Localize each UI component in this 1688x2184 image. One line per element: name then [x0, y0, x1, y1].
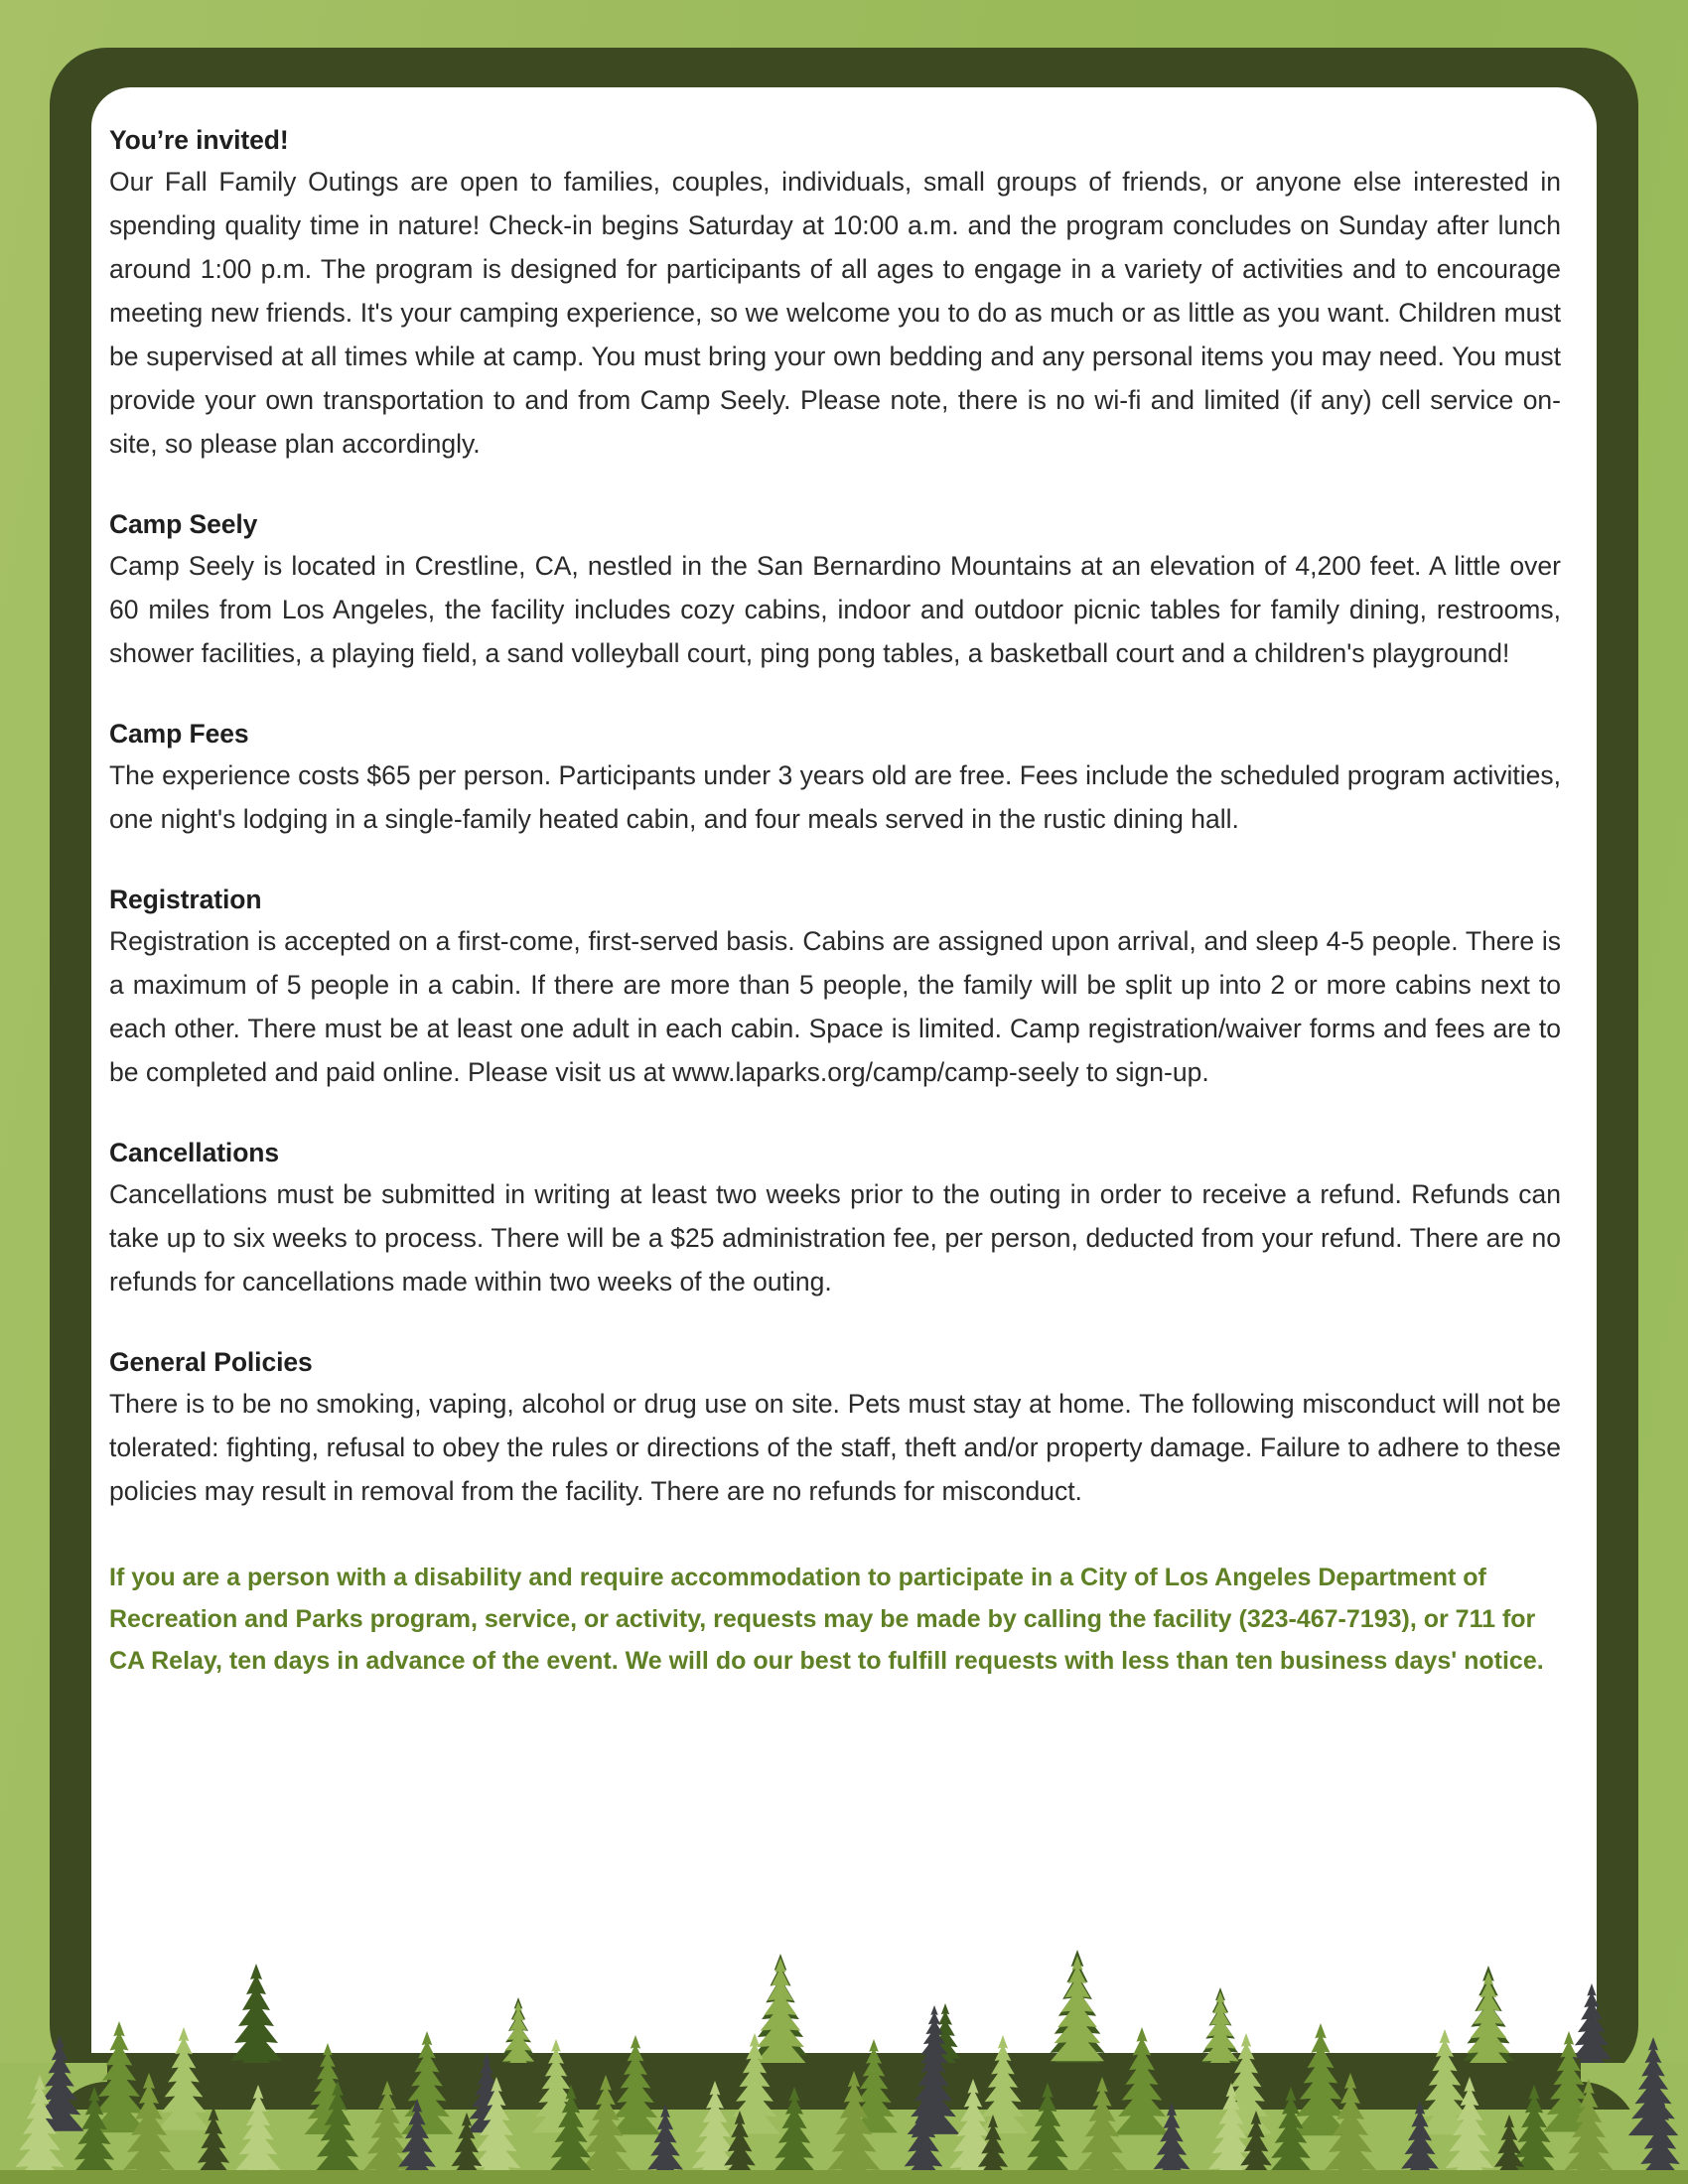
section-youre-invited	[109, 125, 1561, 466]
section-heading-youre-invited: You’re invited!	[109, 125, 289, 155]
content-card	[91, 87, 1597, 2053]
tree-row-front-darkest	[187, 2107, 1534, 2184]
section-general-policies	[109, 1347, 1561, 1513]
section-heading-cancellations: Cancellations	[109, 1138, 280, 1167]
section-text-camp-fees: The experience costs $65 per person. Participants under 3 years old are free. Fees include the scheduled program activities, one night's lodging in a single-family heated cabin, and four meals served in the rustic dining hall.	[109, 760, 1561, 834]
tree-row-front-lightest	[11, 2075, 1497, 2184]
section-text-general-policies: There is to be no smoking, vaping, alcohol or drug use on site. Pets must stay at home. The following misconduct will not be tolerated: fighting, refusal to obey the rules or directions of the staff, theft and/or property damage. Failure to adhere to these policies may result in removal from the facility. There are no refunds for misconduct.	[109, 1389, 1561, 1506]
section-text-cancellations: Cancellations must be submitted in writing at least two weeks prior to the outing in order to receive a refund. Refunds can take up to six weeks to process. There will be a $25 administration fee, per person, deducted from your refund. There are no refunds for cancellations made within two weeks of the outing.	[109, 1179, 1561, 1297]
section-camp-seely	[109, 509, 1561, 675]
section-text-registration: Registration is accepted on a first-come, first-served basis. Cabins are assigned upon arrival, and sleep 4-5 people. There is a maximum of 5 people in a cabin. If there are more than 5 people, the family will be split up into 2 or more cabins next to each other. There must be at least one adult in each cabin. Space is limited. Camp registration/waiver forms and fees are to be completed and paid online. Please visit us at www.laparks.org/camp/camp-seely to sign-up.	[109, 926, 1561, 1087]
page-green-band-left	[0, 2063, 50, 2184]
section-heading-camp-fees: Camp Fees	[109, 719, 249, 749]
tree-row-front-charcoal	[391, 2093, 1687, 2184]
section-heading-camp-seely: Camp Seely	[109, 509, 258, 539]
section-text-youre-invited: Our Fall Family Outings are open to families, couples, individuals, small groups of friends, or anyone else interested in spending quality time in nature! Check-in begins Saturday at 10:00 a.m. and the program concludes on Sunday after lunch around 1:00 p.m. The program is designed for participants of all ages to engage in a variety of activities and to encourage meeting new friends. It's your camping experience, so we welcome you to do as much or as little as you want. Children must be supervised at all times while at camp. You must bring your own bedding and any personal items you may need. You must provide your own transportation to and from Camp Seely. Please note, there is no wi-fi and limited (if any) cell service on-site, so please plan accordingly.	[109, 167, 1561, 459]
section-registration	[109, 885, 1561, 1094]
section-ada-notice	[109, 1557, 1561, 1682]
section-heading-registration: Registration	[109, 885, 262, 914]
section-heading-general-policies: General Policies	[109, 1347, 313, 1377]
forest-floor	[0, 2170, 1688, 2184]
section-camp-fees	[109, 719, 1561, 841]
ada-accommodation-notice: If you are a person with a disability and require accommodation to participate in a City of Los Angeles Department of Recreation and Parks program, service, or activity, requests may be made by calling the facility (323-467-7193), or 711 for CA Relay, ten days in advance of the event. We will do our best to fulfill requests with less than ten business days' notice.	[109, 1564, 1544, 1675]
tree-row-front-dark	[67, 2081, 1561, 2184]
section-text-camp-seely: Camp Seely is located in Crestline, CA, nestled in the San Bernardino Mountains at an elevation of 4,200 feet. A little over 60 miles from Los Angeles, the facility includes cozy cabins, indoor and outdoor picnic tables for family dining, restrooms, shower facilities, a playing field, a sand volleyball court, ping pong tables, a basketball court and a children's playground!	[109, 551, 1561, 668]
section-cancellations	[109, 1138, 1561, 1303]
page-green-band-right	[1638, 2063, 1688, 2184]
content-body	[109, 125, 1579, 1682]
page-green-band	[0, 2110, 1688, 2184]
tree-row-front-mid	[119, 2071, 1617, 2184]
